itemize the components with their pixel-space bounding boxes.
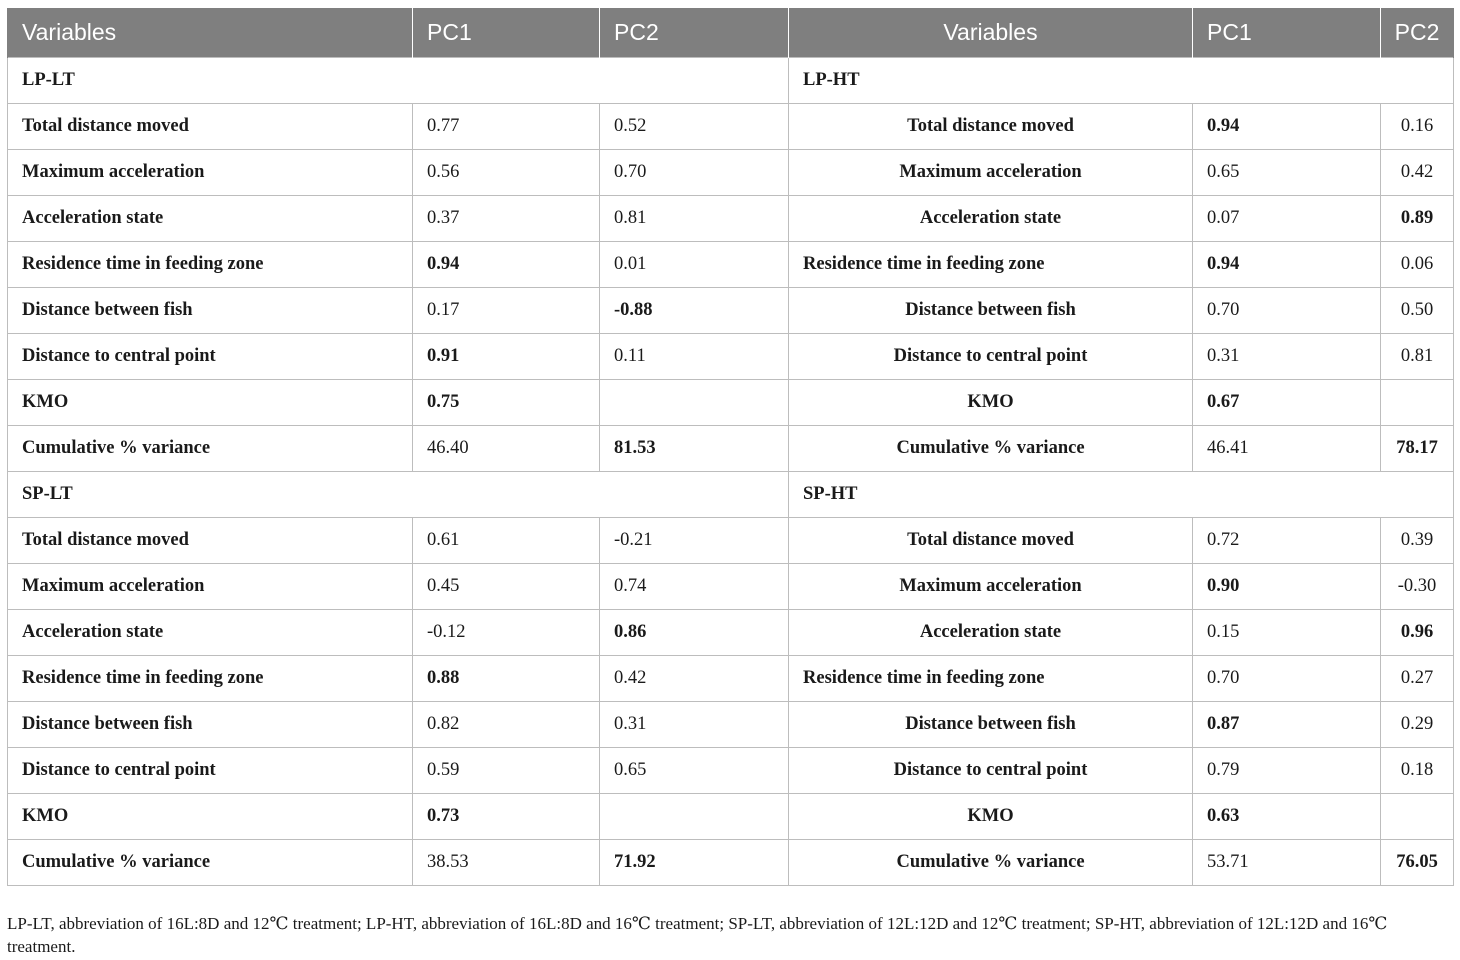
pc2-value-left: -0.88: [600, 287, 789, 333]
pc1-value-right: 0.63: [1193, 793, 1381, 839]
table-row: [8, 425, 1454, 471]
pc2-value-right: 0.18: [1381, 747, 1454, 793]
table-row: [8, 655, 1454, 701]
pc1-value-left: 46.40: [413, 425, 600, 471]
variable-name-left: Residence time in feeding zone: [8, 655, 413, 701]
table-row: [8, 563, 1454, 609]
pc1-value-left: 0.59: [413, 747, 600, 793]
pc2-value-right: 0.96: [1381, 609, 1454, 655]
table-footnote: LP-LT, abbreviation of 16L:8D and 12℃ treatment; LP-HT, abbreviation of 16L:8D and 16℃ treatment; SP-LT, abbreviation of 12L:12D and 12℃ treatment; SP-HT, abbreviation of 12L:12D and 16℃ treatment.: [7, 914, 1388, 956]
pc1-value-right: 53.71: [1193, 839, 1381, 885]
pc1-value-right: 0.70: [1193, 287, 1381, 333]
pc1-value-left: 0.94: [413, 241, 600, 287]
variable-name-right: Maximum acceleration: [789, 563, 1193, 609]
variable-name-right: Acceleration state: [789, 195, 1193, 241]
table-row: [8, 241, 1454, 287]
pc1-value-left: 0.45: [413, 563, 600, 609]
variable-name-left: Distance between fish: [8, 287, 413, 333]
header-pc1-right: PC1: [1193, 8, 1381, 57]
pc2-value-right: 76.05: [1381, 839, 1454, 885]
pc2-value-left: 0.01: [600, 241, 789, 287]
variable-name-right: Maximum acceleration: [789, 149, 1193, 195]
pc1-value-left: -0.12: [413, 609, 600, 655]
variable-name-right: Distance between fish: [789, 701, 1193, 747]
pc2-value-right: 78.17: [1381, 425, 1454, 471]
variable-name-right: Acceleration state: [789, 609, 1193, 655]
group-label-right: SP-HT: [789, 471, 1454, 517]
pc1-value-right: 0.31: [1193, 333, 1381, 379]
variable-name-right: KMO: [789, 379, 1193, 425]
pc1-value-right: 0.94: [1193, 241, 1381, 287]
pc1-value-right: 0.79: [1193, 747, 1381, 793]
pc2-value-left: -0.21: [600, 517, 789, 563]
pc2-value-right: 0.27: [1381, 655, 1454, 701]
pc2-value-left: 0.81: [600, 195, 789, 241]
variable-name-left: KMO: [8, 379, 413, 425]
pc2-value-right: 0.42: [1381, 149, 1454, 195]
pc2-value-left: 0.74: [600, 563, 789, 609]
pc2-value-left: [600, 379, 789, 425]
header-variables-right: Variables: [789, 8, 1193, 57]
variable-name-left: Acceleration state: [8, 609, 413, 655]
header-pc1-left: PC1: [413, 8, 600, 57]
pc1-value-left: 0.17: [413, 287, 600, 333]
pc2-value-left: 0.31: [600, 701, 789, 747]
variable-name-right: Total distance moved: [789, 103, 1193, 149]
variable-name-right: Distance between fish: [789, 287, 1193, 333]
pc2-value-right: [1381, 793, 1454, 839]
pc2-value-right: 0.06: [1381, 241, 1454, 287]
group-label-right: LP-HT: [789, 57, 1454, 103]
group-row: [8, 471, 1454, 517]
table-row: [8, 701, 1454, 747]
variable-name-left: Total distance moved: [8, 517, 413, 563]
pc1-value-right: 0.70: [1193, 655, 1381, 701]
variable-name-right: Distance to central point: [789, 747, 1193, 793]
pc2-value-right: 0.16: [1381, 103, 1454, 149]
header-pc2-left: PC2: [600, 8, 789, 57]
pc2-value-left: [600, 793, 789, 839]
variable-name-left: KMO: [8, 793, 413, 839]
pc2-value-right: [1381, 379, 1454, 425]
table-header-row: [8, 8, 1454, 57]
variable-name-left: Maximum acceleration: [8, 563, 413, 609]
group-label-left: LP-LT: [8, 57, 789, 103]
pc2-value-right: 0.29: [1381, 701, 1454, 747]
table-row: [8, 517, 1454, 563]
table-row: [8, 287, 1454, 333]
pc1-value-right: 0.72: [1193, 517, 1381, 563]
pc1-value-left: 0.77: [413, 103, 600, 149]
group-row: [8, 57, 1454, 103]
table-row: [8, 103, 1454, 149]
pca-loadings-table: [7, 8, 1454, 886]
pc2-value-left: 0.52: [600, 103, 789, 149]
variable-name-left: Distance to central point: [8, 747, 413, 793]
variable-name-left: Distance to central point: [8, 333, 413, 379]
variable-name-right: Cumulative % variance: [789, 839, 1193, 885]
table-row: [8, 793, 1454, 839]
variable-name-right: Residence time in feeding zone: [789, 655, 1193, 701]
pc1-value-right: 0.90: [1193, 563, 1381, 609]
header-variables-left: Variables: [8, 8, 413, 57]
variable-name-right: Residence time in feeding zone: [789, 241, 1193, 287]
pc1-value-left: 0.73: [413, 793, 600, 839]
variable-name-left: Cumulative % variance: [8, 425, 413, 471]
table-row: [8, 333, 1454, 379]
table-row: [8, 379, 1454, 425]
table-body: [8, 57, 1454, 885]
pc1-value-right: 0.65: [1193, 149, 1381, 195]
pc2-value-left: 0.86: [600, 609, 789, 655]
variable-name-left: Maximum acceleration: [8, 149, 413, 195]
pc2-value-right: 0.50: [1381, 287, 1454, 333]
table-row: [8, 839, 1454, 885]
pc1-value-left: 0.61: [413, 517, 600, 563]
pc2-value-left: 0.42: [600, 655, 789, 701]
pc1-value-left: 0.37: [413, 195, 600, 241]
pc2-value-right: 0.89: [1381, 195, 1454, 241]
variable-name-left: Total distance moved: [8, 103, 413, 149]
group-label-left: SP-LT: [8, 471, 789, 517]
table-row: [8, 609, 1454, 655]
pc2-value-right: 0.39: [1381, 517, 1454, 563]
pc1-value-right: 0.87: [1193, 701, 1381, 747]
pc2-value-left: 0.70: [600, 149, 789, 195]
pc2-value-left: 71.92: [600, 839, 789, 885]
pc1-value-right: 0.94: [1193, 103, 1381, 149]
pc1-value-left: 0.82: [413, 701, 600, 747]
pc2-value-left: 0.11: [600, 333, 789, 379]
table-row: [8, 149, 1454, 195]
pc1-value-left: 0.91: [413, 333, 600, 379]
pc2-value-right: -0.30: [1381, 563, 1454, 609]
pc1-value-left: 38.53: [413, 839, 600, 885]
pc1-value-left: 0.75: [413, 379, 600, 425]
pc1-value-right: 0.07: [1193, 195, 1381, 241]
pc2-value-left: 81.53: [600, 425, 789, 471]
variable-name-left: Distance between fish: [8, 701, 413, 747]
pc2-value-right: 0.81: [1381, 333, 1454, 379]
variable-name-right: Cumulative % variance: [789, 425, 1193, 471]
table-row: [8, 747, 1454, 793]
pc1-value-right: 0.15: [1193, 609, 1381, 655]
variable-name-right: KMO: [789, 793, 1193, 839]
table-row: [8, 195, 1454, 241]
pc1-value-right: 46.41: [1193, 425, 1381, 471]
variable-name-left: Acceleration state: [8, 195, 413, 241]
pc2-value-left: 0.65: [600, 747, 789, 793]
pc1-value-right: 0.67: [1193, 379, 1381, 425]
pc1-value-left: 0.56: [413, 149, 600, 195]
variable-name-right: Distance to central point: [789, 333, 1193, 379]
variable-name-right: Total distance moved: [789, 517, 1193, 563]
variable-name-left: Cumulative % variance: [8, 839, 413, 885]
pc1-value-left: 0.88: [413, 655, 600, 701]
header-pc2-right: PC2: [1381, 8, 1454, 57]
variable-name-left: Residence time in feeding zone: [8, 241, 413, 287]
